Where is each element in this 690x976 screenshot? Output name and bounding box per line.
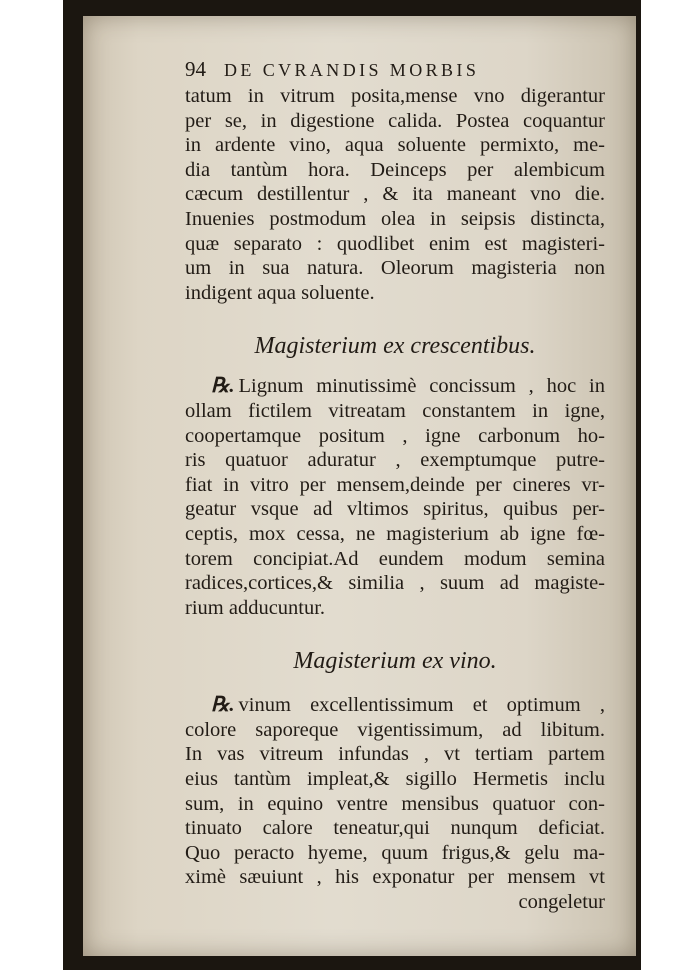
paragraph-2 bbox=[185, 374, 605, 620]
text-line: in ardente vino, aqua soluente permixto, me- bbox=[185, 134, 605, 157]
text-line: quæ separato : quodlibet enim est magisteri- bbox=[185, 232, 605, 255]
page-text bbox=[185, 54, 605, 915]
text-line: In vas vitreum infundas , vt tertiam partem bbox=[185, 743, 605, 766]
text-line: ximè sæuiunt , his exponatur per mensem vt bbox=[185, 866, 605, 889]
text-line: coopertamque positum , igne carbonum ho- bbox=[185, 424, 605, 447]
text-line: tatum in vitrum posita,mense vno digerantur bbox=[185, 85, 605, 107]
text-line: indigent aqua soluente. bbox=[185, 281, 375, 304]
text-line: ollam fictilem vitreatam constantem in igne, bbox=[185, 399, 605, 422]
text-line: cæcum destillentur , & ita maneant vno die. bbox=[185, 183, 605, 206]
text-line: fiat in vitro per mensem,deinde per cineres vr- bbox=[185, 473, 605, 496]
text-line: sum, in equino ventre mensibus quatuor con- bbox=[185, 792, 605, 815]
text-line bbox=[185, 693, 605, 718]
text-line: colore saporeque vigentissimum, ad libitum. bbox=[185, 718, 605, 741]
text-line: per se, in digestione calida. Postea coquantur bbox=[185, 109, 605, 132]
text-line: um in sua natura. Oleorum magisteria non bbox=[185, 257, 605, 280]
catchword: congeletur bbox=[518, 891, 605, 914]
text-line: Quo peracto hyeme, quum frigus,& gelu ma- bbox=[185, 841, 605, 864]
text-line: dia tantùm hora. Deinceps per alembicum bbox=[185, 158, 605, 181]
text-line: eius tantùm impleat,& sigillo Hermetis inclu bbox=[185, 768, 605, 791]
text-line: ceptis, mox cessa, ne magisterium ab igne fœ- bbox=[185, 522, 605, 545]
text-line: torem concipiat.Ad eundem modum semina bbox=[185, 547, 605, 570]
text-line: tinuato calore teneatur,qui nunqum deficiat. bbox=[185, 817, 605, 840]
text-line-content: Lignum minutissimè concissum , hoc in bbox=[238, 375, 605, 398]
running-title: DE CVRANDIS MORBIS bbox=[224, 60, 480, 80]
text-line: rium adducuntur. bbox=[185, 596, 326, 619]
text-line: radices,cortices,& similia , suum ad magiste- bbox=[185, 572, 605, 595]
recipe-symbol: ℞. bbox=[211, 375, 235, 398]
section-heading-vino: Magisterium ex vino. bbox=[293, 648, 497, 675]
recipe-symbol: ℞. bbox=[211, 694, 235, 717]
section-heading-crescentibus: Magisterium ex crescentibus. bbox=[254, 333, 536, 360]
text-line: ris quatuor aduratur , exemptumque putre- bbox=[185, 449, 605, 472]
page-number: 94 bbox=[185, 57, 206, 81]
paragraph-1 bbox=[185, 84, 605, 305]
text-line-content: vinum excellentissimum et optimum , bbox=[238, 694, 605, 717]
paragraph-3 bbox=[185, 693, 605, 914]
text-line bbox=[185, 374, 605, 399]
text-line: Inuenies postmodum olea in seipsis distincta, bbox=[185, 207, 605, 230]
text-line: geatur vsque ad vltimos spiritus, quibus per- bbox=[185, 498, 605, 521]
running-header bbox=[185, 54, 605, 84]
